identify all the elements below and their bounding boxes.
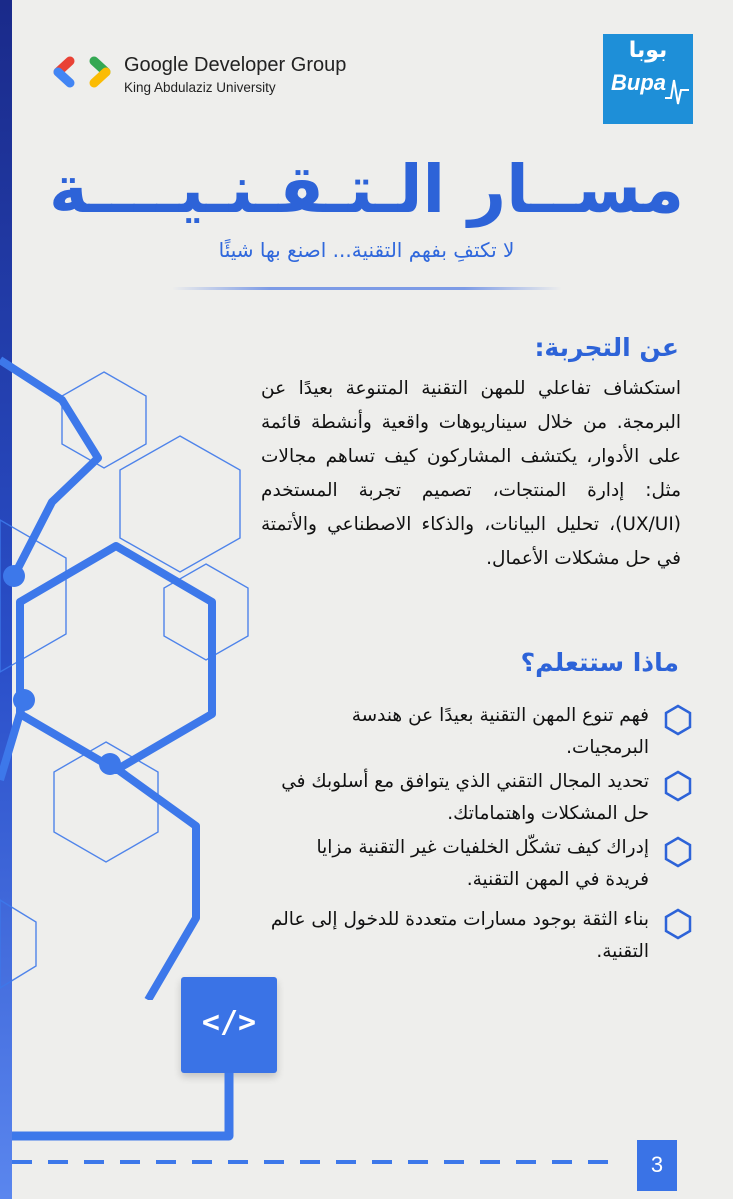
title-divider [172, 287, 562, 290]
hexagon-bullet-icon [663, 770, 693, 802]
about-description: استكشاف تفاعلي للمهن التقنية المتنوعة بعيدًا عن البرمجة. من خلال سيناريوهات واقعية وأنشطة قائمة على الأدوار، يكتشف المشاركون كيف تساهم مجالات مثل: إدارة المنتجات، تصميم تجربة المستخدم (UX/UI)، تحليل البيانات، والذكاء الاصطناعي والأتمتة في حل مشكلات الأعمال. [261, 378, 681, 569]
list-item [263, 832, 693, 892]
hexagon-network-decoration [0, 340, 260, 1000]
learn-item-text: بناء الثقة بوجود مسارات متعددة للدخول إلى عالم التقنية. [270, 909, 649, 962]
bupa-logo [603, 34, 693, 124]
heartbeat-icon [665, 74, 689, 108]
gdg-title: Google Developer Group [124, 54, 347, 76]
page-subtitle: لا تكتفِ بفهم التقنية... اصنع بها شيئًا [218, 238, 515, 262]
circuit-connector-line [0, 1070, 733, 1199]
learn-item-text: إدراك كيف تشكّل الخلفيات غير التقنية مزايا فريدة في المهن التقنية. [316, 837, 649, 890]
learn-item-text: فهم تنوع المهن التقنية بعيدًا عن هندسة البرمجيات. [351, 705, 649, 758]
learn-item-text: تحديد المجال التقني الذي يتوافق مع أسلوبك في حل المشكلات واهتماماتك. [281, 771, 649, 824]
list-item [263, 904, 693, 964]
hexagon-bullet-icon [663, 836, 693, 868]
bupa-english-wordmark: Bupa [611, 70, 666, 95]
list-item [263, 700, 693, 760]
hexagon-bullet-icon [663, 908, 693, 940]
hexagon-bullet-icon [663, 704, 693, 736]
about-heading: عن التجربة: [534, 333, 679, 362]
bupa-arabic-wordmark: بوبا [628, 38, 668, 63]
page-number-badge [637, 1140, 677, 1191]
code-icon: </> [201, 1005, 257, 1040]
page-number: 3 [650, 1152, 664, 1177]
page-title: مســار الـتـقـنـيــــة [48, 151, 685, 228]
gdg-subtitle: King Abdulaziz University [124, 80, 276, 95]
list-item [263, 766, 693, 826]
code-icon-box [181, 977, 277, 1073]
gdg-logo-icon [50, 52, 114, 92]
learn-heading: ماذا ستتعلم؟ [520, 648, 679, 677]
